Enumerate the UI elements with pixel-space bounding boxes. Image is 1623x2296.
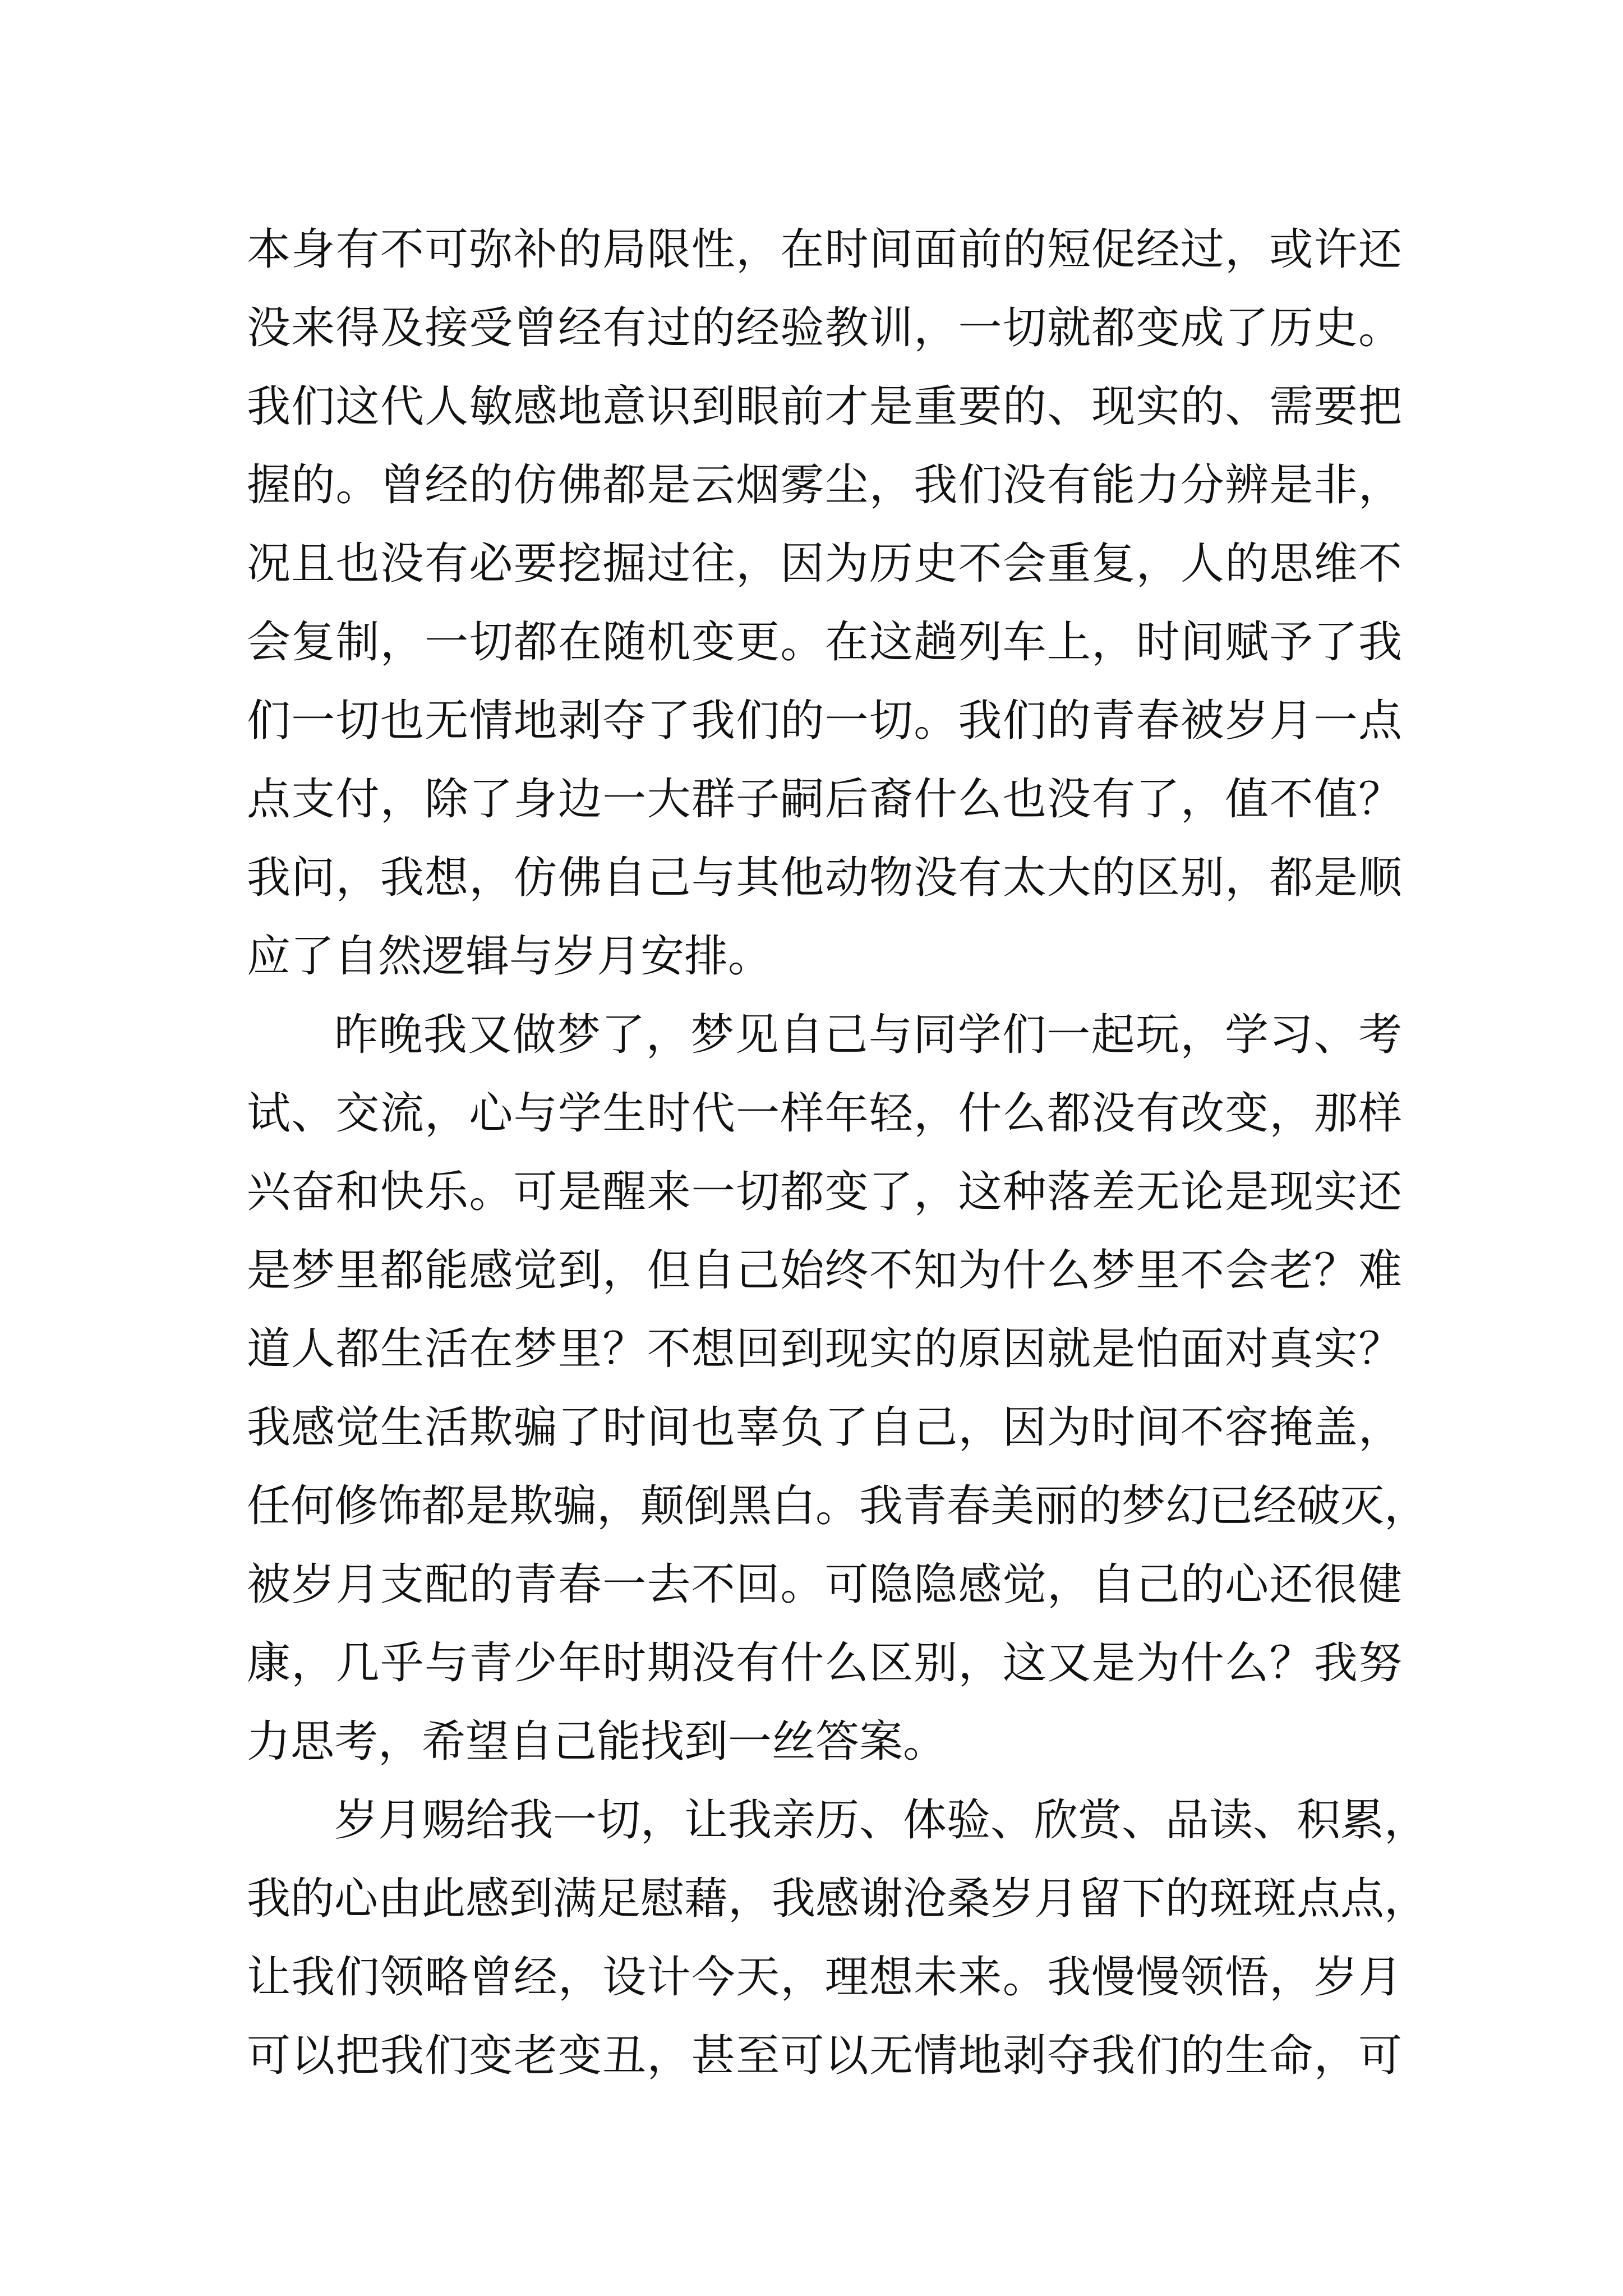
text-line: 试、交流，心与学生时代一样年轻，什么都没有改变，那样 [247, 1088, 1402, 1139]
text-line: 被岁月支配的青春一去不回。可隐隐感觉，自己的心还很健 [247, 1559, 1402, 1610]
text-line: 让我们领略曾经，设计今天，理想未来。我慢慢领悟，岁月 [247, 1952, 1402, 2003]
text-line: 我的心由此感到满足慰藉，我感谢沧桑岁月留下的斑斑点点， [247, 1874, 1428, 1924]
text-line: 道人都生活在梦里？不想回到现实的原因就是怕面对真实？ [247, 1324, 1402, 1374]
paragraph-1 [247, 210, 1402, 996]
text-line: 们一切也无情地剥夺了我们的一切。我们的青春被岁月一点 [247, 696, 1402, 746]
text-line: 兴奋和快乐。可是醒来一切都变了，这种落差无论是现实还 [247, 1167, 1402, 1217]
text-line: 力思考，希望自己能找到一丝答案。 [247, 1717, 947, 1767]
text-line: 康，几乎与青少年时期没有什么区别，这又是为什么？我努 [247, 1638, 1402, 1688]
text-line: 没来得及接受曾经有过的经验教训，一切就都变成了历史。 [247, 303, 1402, 353]
paragraph-3 [247, 1781, 1428, 2095]
text-line: 握的。曾经的仿佛都是云烟雾尘，我们没有能力分辨是非， [247, 460, 1402, 510]
text-line: 点支付，除了身边一大群子嗣后裔什么也没有了，值不值？ [247, 774, 1402, 825]
paragraph-2 [247, 996, 1428, 1781]
text-line: 是梦里都能感觉到，但自己始终不知为什么梦里不会老？难 [247, 1245, 1402, 1296]
text-line: 应了自然逻辑与岁月安排。 [247, 931, 772, 982]
text-line: 岁月赐给我一切，让我亲历、体验、欣赏、品读、积累， [334, 1795, 1428, 1846]
text-line: 任何修饰都是欺骗，颠倒黑白。我青春美丽的梦幻已经破灭， [247, 1481, 1428, 1531]
text-line: 我问，我想，仿佛自己与其他动物没有太大的区别，都是顺 [247, 853, 1402, 903]
text-line: 我感觉生活欺骗了时间也辜负了自己，因为时间不容掩盖， [247, 1402, 1402, 1453]
text-line: 可以把我们变老变丑，甚至可以无情地剥夺我们的生命，可 [247, 2031, 1402, 2081]
text-line: 我们这代人敏感地意识到眼前才是重要的、现实的、需要把 [247, 381, 1402, 432]
text-line: 况且也没有必要挖掘过往，因为历史不会重复，人的思维不 [247, 539, 1402, 589]
text-line: 昨晚我又做梦了，梦见自己与同学们一起玩，学习、考 [334, 1010, 1402, 1060]
text-line: 会复制，一切都在随机变更。在这趟列车上，时间赋予了我 [247, 617, 1402, 668]
text-line: 本身有不可弥补的局限性，在时间面前的短促经过，或许还 [247, 224, 1402, 275]
document-body [247, 210, 1428, 2095]
